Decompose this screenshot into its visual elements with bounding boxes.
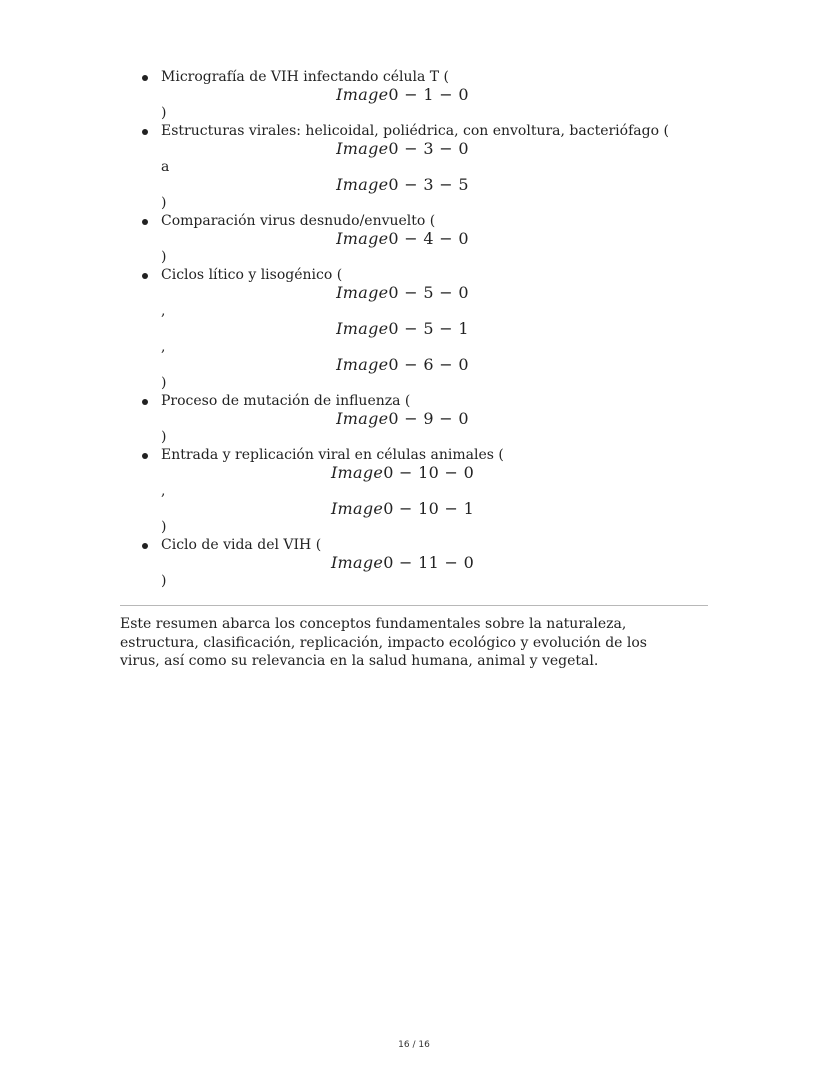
closing-parenthesis: ) xyxy=(161,195,167,211)
bullet-icon xyxy=(142,75,148,81)
bullet-icon xyxy=(142,543,148,549)
image-reference: Image0 − 3 − 0 xyxy=(336,139,469,158)
bullet-icon xyxy=(142,453,148,459)
image-reference: Image0 − 6 − 0 xyxy=(336,355,469,374)
list-item-label: Proceso de mutación de influenza ( xyxy=(161,393,411,409)
image-reference: Image0 − 1 − 0 xyxy=(336,85,469,104)
list-item-label: Entrada y replicación viral en células animales ( xyxy=(161,447,504,463)
image-reference: Image0 − 10 − 0 xyxy=(330,463,475,482)
list-item xyxy=(120,266,710,392)
bullet-icon xyxy=(142,129,148,135)
closing-parenthesis: ) xyxy=(161,573,167,589)
closing-parenthesis: ) xyxy=(161,429,167,445)
image-reference: Image0 − 10 − 1 xyxy=(330,499,475,518)
horizontal-divider xyxy=(120,605,708,606)
list-item xyxy=(120,212,710,266)
list-item xyxy=(120,446,710,536)
page-number: 16 / 16 xyxy=(398,1040,430,1050)
separator-text: , xyxy=(161,483,166,499)
bullet-icon xyxy=(142,273,148,279)
separator-text: a xyxy=(161,159,170,175)
closing-parenthesis: ) xyxy=(161,105,167,121)
list-item-label: Estructuras virales: helicoidal, poliédrica, con envoltura, bacteriófago ( xyxy=(161,123,669,139)
bullet-icon xyxy=(142,399,148,405)
image-reference: Image0 − 4 − 0 xyxy=(336,229,469,248)
closing-parenthesis: ) xyxy=(161,375,167,391)
summary-paragraph: Este resumen abarca los conceptos fundamentales sobre la naturaleza, estructura, clasificación, replicación, impacto ecológico y evolución de los virus, así como su relevancia en la salud humana, animal y vegetal. xyxy=(120,616,647,669)
image-reference: Image0 − 11 − 0 xyxy=(330,553,475,572)
list-item-label: Comparación virus desnudo/envuelto ( xyxy=(161,213,436,229)
list-item xyxy=(120,536,710,590)
list-item-label: Ciclo de vida del VIH ( xyxy=(161,537,322,553)
image-reference: Image0 − 3 − 5 xyxy=(336,175,469,194)
closing-parenthesis: ) xyxy=(161,249,167,265)
list-item xyxy=(120,392,710,446)
separator-text: , xyxy=(161,339,166,355)
image-reference: Image0 − 9 − 0 xyxy=(336,409,469,428)
closing-parenthesis: ) xyxy=(161,519,167,535)
list-item-label: Ciclos lítico y lisogénico ( xyxy=(161,267,343,283)
bullet-icon xyxy=(142,219,148,225)
image-reference: Image0 − 5 − 0 xyxy=(336,283,469,302)
list-item-label: Micrografía de VIH infectando célula T ( xyxy=(161,69,450,85)
figure-list xyxy=(120,68,710,590)
image-reference: Image0 − 5 − 1 xyxy=(336,319,469,338)
list-item xyxy=(120,122,710,212)
list-item xyxy=(120,68,710,122)
separator-text: , xyxy=(161,303,166,319)
